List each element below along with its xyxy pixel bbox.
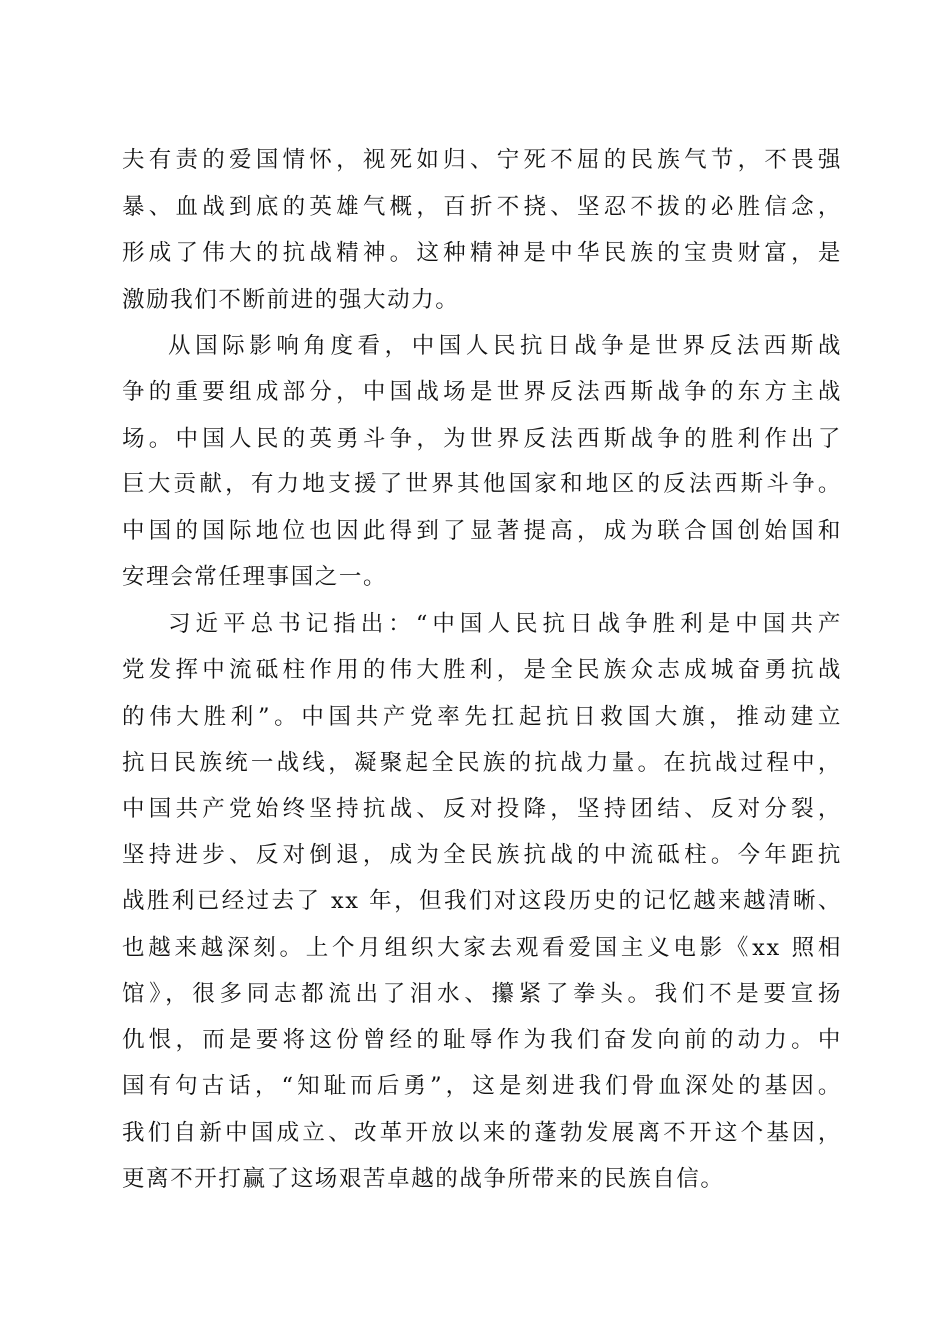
text-line: 党发挥中流砥柱作用的伟大胜利，是全民族众志成城奋勇抗战 [122,657,842,683]
text-line: 习近平总书记指出：“中国人民抗日战争胜利是中国共产 [168,611,842,637]
text-line: 形成了伟大的抗战精神。这种精神是中华民族的宝贵财富，是 [122,240,842,266]
text-line: 抗日民族统一战线，凝聚起全民族的抗战力量。在抗战过程中， [122,750,842,776]
text-line: 从国际影响角度看，中国人民抗日战争是世界反法西斯战 [168,333,842,359]
text-line: 安理会常任理事国之一。 [122,564,388,590]
text-line: 巨大贡献，有力地支援了世界其他国家和地区的反法西斯斗争。 [122,471,842,497]
text-line: 场。中国人民的英勇斗争，为世界反法西斯战争的胜利作出了 [122,426,842,452]
text-line: 暴、血战到底的英雄气概，百折不挠、坚忍不拔的必胜信念， [122,194,842,220]
text-line: 仇恨，而是要将这份曾经的耻辱作为我们奋发向前的动力。中 [122,1027,842,1053]
text-line: 更离不开打赢了这场艰苦卓越的战争所带来的民族自信。 [122,1166,725,1192]
text-line: 中国共产党始终坚持抗战、反对投降，坚持团结、反对分裂， [122,796,842,822]
text-line: 国有句古话，“知耻而后勇”，这是刻进我们骨血深处的基因。 [122,1073,842,1099]
text-line: 争的重要组成部分，中国战场是世界反法西斯战争的东方主战 [122,379,842,405]
text-line: 馆》，很多同志都流出了泪水、攥紧了拳头。我们不是要宣扬 [122,981,842,1007]
text-line: 中国的国际地位也因此得到了显著提高，成为联合国创始国和 [122,518,842,544]
text-line: 的伟大胜利”。中国共产党率先扛起抗日救国大旗，推动建立 [122,704,842,730]
text-line: 也越来越深刻。上个月组织大家去观看爱国主义电影《xx 照相 [122,935,842,961]
text-line: 我们自新中国成立、改革开放以来的蓬勃发展离不开这个基因， [122,1120,842,1146]
text-line: 夫有责的爱国情怀，视死如归、宁死不屈的民族气节，不畏强 [122,147,842,173]
text-line: 激励我们不断前进的强大动力。 [122,287,460,313]
text-line: 战胜利已经过去了 xx 年，但我们对这段历史的记忆越来越清晰、 [122,888,842,914]
text-line: 坚持进步、反对倒退，成为全民族抗战的中流砥柱。今年距抗 [122,842,842,868]
